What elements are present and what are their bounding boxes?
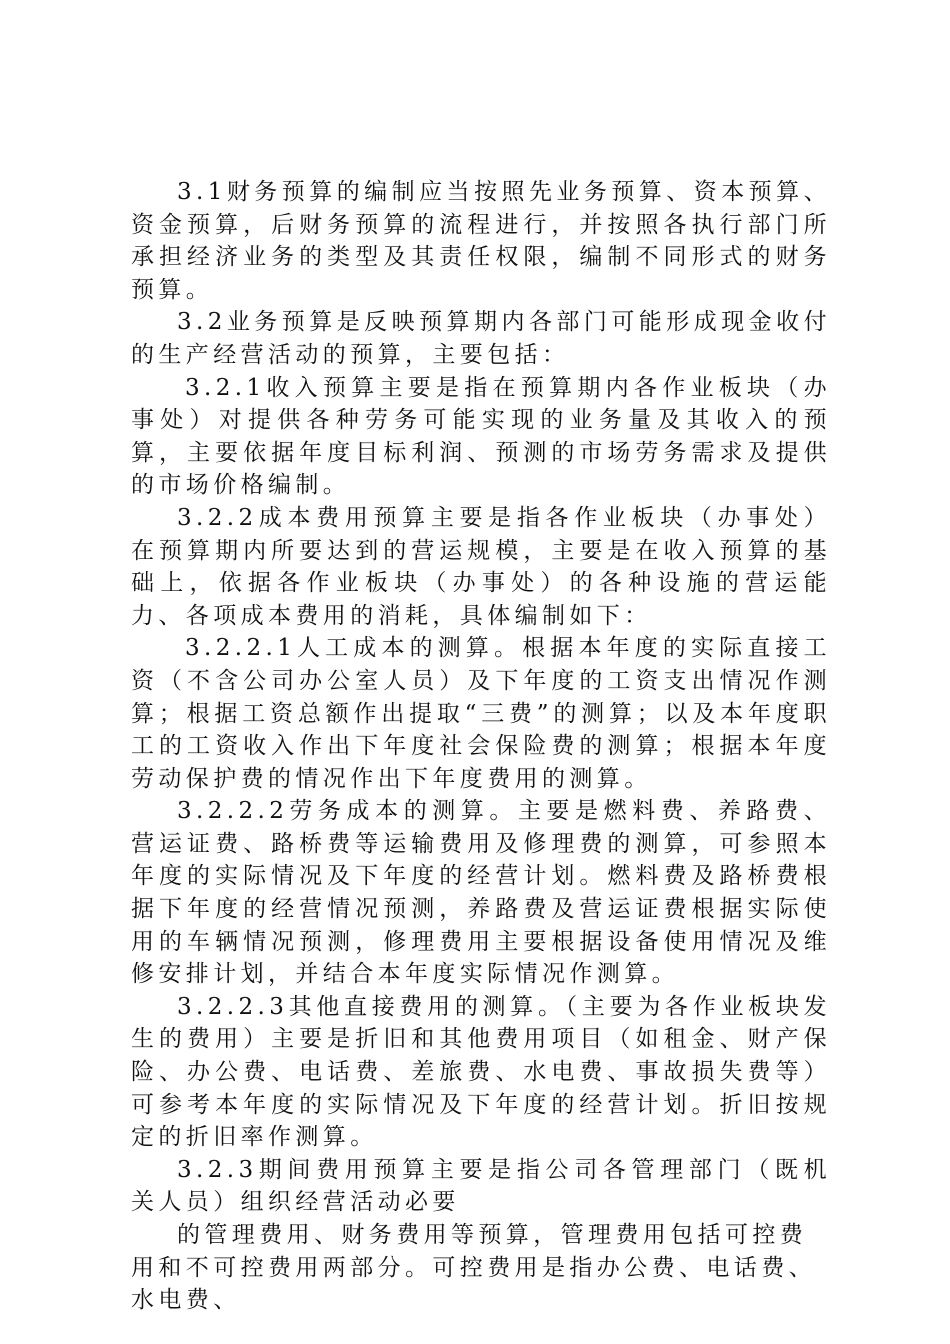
- document-body: [131, 176, 831, 1317]
- paragraph-3-2: 3.2业务预算是反映预算期内各部门可能形成现金收付的生产经营活动的预算，主要包括：: [131, 309, 831, 368]
- paragraph-3-2-2: 3.2.2成本费用预算主要是指各作业板块（办事处）在预算期内所要达到的营运规模，主要是在收入预算的基础上，依据各作业板块（办事处）的各种设施的营运能力、各项成本费用的消耗，具体编制如下：: [131, 504, 831, 629]
- paragraph-3-2-2-3: 3.2.2.3其他直接费用的测算。（主要为各作业板块发生的费用）主要是折旧和其他费用项目（如租金、财产保险、办公费、电话费、差旅费、水电费、事故损失费等）可参考本年度的实际情况及下年度的经营计划。折旧按规定的折旧率作测算。: [131, 993, 831, 1151]
- paragraph-3-2-1: 3.2.1收入预算主要是指在预算期内各作业板块（办事处）对提供各种劳务可能实现的业务量及其收入的预算，主要依据年度目标利润、预测的市场劳务需求及提供的市场价格编制。: [131, 374, 831, 499]
- paragraph-3-2-2-2: 3.2.2.2劳务成本的测算。主要是燃料费、养路费、营运证费、路桥费等运输费用及修理费的测算，可参照本年度的实际情况及下年度的经营计划。燃料费及路桥费根据下年度的经营情况预测，养路费及营运证费根据实际使用的车辆情况预测，修理费用主要根据设备使用情况及维修安排计划，并结合本年度实际情况作测算。: [131, 798, 831, 988]
- paragraph-continuation: 的管理费用、财务费用等预算，管理费用包括可控费用和不可控费用两部分。可控费用是指办公费、电话费、水电费、: [131, 1222, 816, 1314]
- paragraph-3-2-2-1: 3.2.2.1人工成本的测算。根据本年度的实际直接工资（不含公司办公室人员）及下年度的工资支出情况作测算；根据工资总额作出提取“三费”的测算；以及本年度职工的工资收入作出下年度社会保险费的测算；根据本年度劳动保护费的情况作出下年度费用的测算。: [131, 635, 831, 792]
- paragraph-3-1: 3.1财务预算的编制应当按照先业务预算、资本预算、资金预算，后财务预算的流程进行，并按照各执行部门所承担经济业务的类型及其责任权限，编制不同形式的财务预算。: [131, 179, 831, 303]
- paragraph-3-2-3: 3.2.3期间费用预算主要是指公司各管理部门（既机关人员）组织经营活动必要: [131, 1156, 831, 1216]
